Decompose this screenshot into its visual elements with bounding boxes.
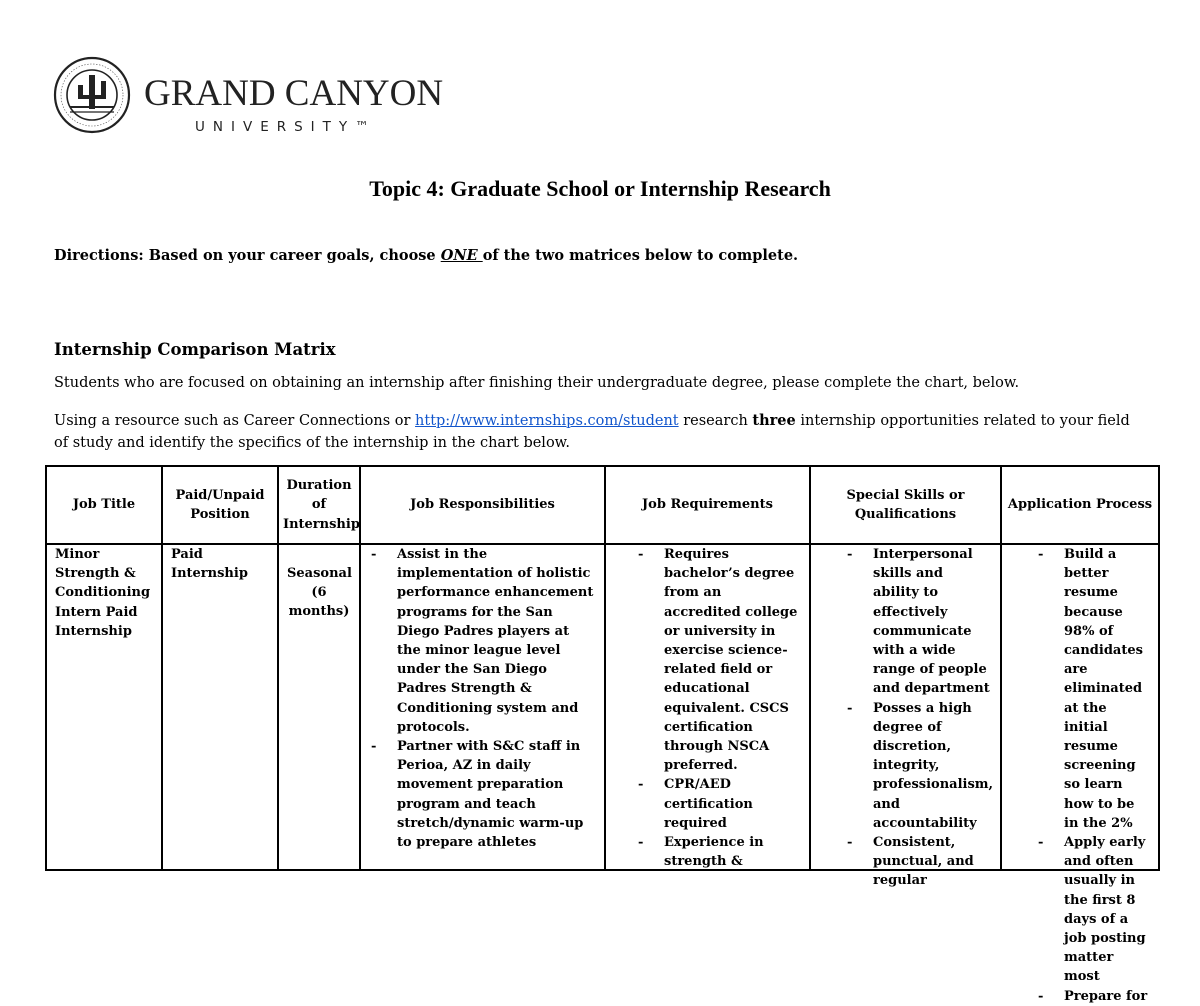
table-header-row (46, 466, 1159, 544)
header-requirements: Job Requirements (605, 466, 810, 544)
list-item: - Interpersonal skills and ability to effectively communicate with a wide range of people and department (845, 545, 992, 699)
list-item: - Experience in strength & (636, 833, 801, 871)
university-logo (54, 55, 444, 137)
list-item: - Assist in the implementation of holistic performance enhancement programs for the San Diego Padres players at the minor league level under the San Diego Padres Strength & Conditioning system and protocols. (369, 545, 596, 737)
internships-link[interactable]: http://www.internships.com/student (415, 413, 679, 429)
cell-paid (162, 544, 278, 870)
cell-special-skills (810, 544, 1001, 889)
university-seal-icon (55, 58, 129, 132)
cell-requirements (605, 544, 810, 870)
instructions-paragraph (54, 410, 1144, 454)
instructions-suffix: internship opportunities related to your field of study and identify the specifics of the internship in the chart below. (54, 413, 1130, 451)
list-item: - Prepare for (1036, 987, 1150, 1006)
paid-text: Paid Internship (171, 547, 248, 582)
list-item: - Apply early and often usually in the first 8 days of a job posting matter most (1036, 833, 1150, 987)
cell-job-title (46, 544, 162, 870)
list-item: - Consistent, punctual, and regular (845, 833, 992, 891)
directions (54, 247, 798, 264)
list-item: - Build a better resume because 98% of candidates are eliminated at the initial resume screening so learn how to be in the 2% (1036, 545, 1150, 833)
cell-responsibilities (360, 544, 605, 870)
list-item: - CPR/AED certification required (636, 775, 801, 833)
internship-comparison-table (45, 465, 1160, 1004)
directions-prefix: Directions: Based on your career goals, choose (54, 247, 441, 264)
directions-suffix: of the two matrices below to complete. (482, 247, 799, 264)
list-item: - Partner with S&C staff in Perioa, AZ in daily movement preparation program and teach stretch/dynamic warm-up to prepare athletes (369, 737, 596, 852)
application-list (1036, 545, 1150, 1006)
page-title: Topic 4: Graduate School or Internship Research (369, 176, 831, 201)
instructions-bold: three (752, 412, 796, 429)
header-job-title: Job Title (46, 466, 162, 544)
cell-application-process (1001, 544, 1159, 1004)
instructions-mid: research (678, 413, 753, 429)
intro-paragraph: Students who are focused on obtaining an internship after finishing their undergraduate degree, please complete the chart, below. (54, 375, 1020, 391)
skills-list (845, 545, 992, 891)
directions-emphasis: ONE (440, 247, 483, 264)
logo-name-line1: GRAND CANYON (144, 73, 444, 114)
responsibilities-list (369, 545, 596, 852)
table-row (46, 544, 1159, 870)
header-paid-unpaid: Paid/Unpaid Position (162, 466, 278, 544)
cell-duration (278, 544, 360, 870)
header-application-process: Application Process (1001, 466, 1159, 544)
instructions-prefix: Using a resource such as Career Connections or (54, 413, 416, 429)
header-duration: Duration of Internship (278, 466, 360, 544)
logo-name-line2: UNIVERSITY™ (195, 119, 377, 135)
job-title-text: Minor Strength & Conditioning Intern Paid Internship (55, 547, 151, 639)
header-special-skills: Special Skills or Qualifications (810, 466, 1001, 544)
section-heading: Internship Comparison Matrix (54, 340, 336, 359)
header-responsibilities: Job Responsibilities (360, 466, 605, 544)
list-item: - Posses a high degree of discretion, integrity, professionalism, and accountability (845, 699, 992, 833)
requirements-list (636, 545, 801, 871)
duration-text: Seasonal (6 months) (287, 566, 352, 620)
list-item: - Requires bachelor’s degree from an accredited college or university in exercise science-related field or educational equivalent. CSCS certification through NSCA preferred. (636, 545, 801, 775)
